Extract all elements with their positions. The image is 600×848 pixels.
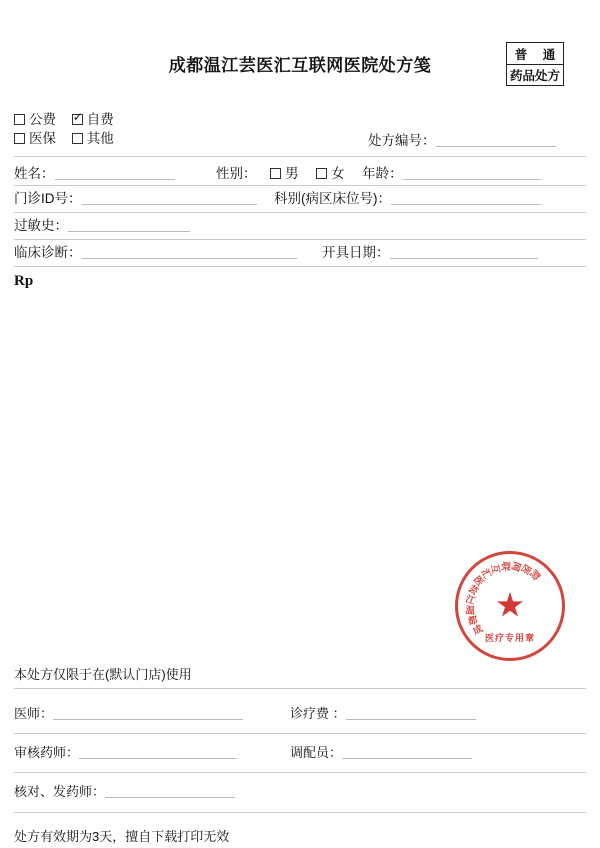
document-header — [0, 42, 600, 88]
gender-label-female: 女 — [331, 166, 345, 181]
seal-arc-text: 成 都 温 江 芸 医 汇 互 联 网 医 院 — [463, 559, 542, 638]
official-seal — [455, 551, 565, 661]
diagnosis-label: 临床诊断： — [14, 245, 82, 260]
allergy-label: 过敏史： — [14, 218, 68, 233]
divider-7 — [14, 772, 586, 773]
page-title: 成都温江芸医汇互联网医院处方笺 — [168, 56, 432, 75]
prescription-type-line1: 普 通 — [514, 48, 562, 62]
signature-dispenser — [290, 744, 472, 762]
allergy-input[interactable] — [68, 218, 190, 232]
outpatient-id-label: 门诊ID号： — [14, 191, 82, 206]
checkbox-male[interactable] — [270, 168, 281, 179]
divider-6 — [14, 733, 586, 734]
seal-star-icon: ★ — [494, 586, 526, 625]
signature-fee — [290, 705, 476, 723]
department-input[interactable] — [391, 191, 541, 205]
gender-label: 性别： — [216, 166, 257, 181]
divider-2 — [14, 212, 586, 213]
payment-type-group — [14, 110, 214, 148]
gender-option-female[interactable] — [316, 166, 345, 181]
gender-option-male[interactable] — [270, 166, 299, 181]
review-pharmacist-input[interactable] — [79, 745, 237, 759]
age-input[interactable] — [403, 166, 541, 180]
divider-4 — [14, 266, 586, 267]
payment-label-public: 公费 — [29, 112, 56, 127]
fee-label: 诊疗费 ： — [290, 706, 346, 721]
checkbox-other[interactable] — [72, 133, 83, 144]
rp-label: Rp — [14, 273, 34, 289]
signature-checker-dispenser — [14, 783, 235, 801]
payment-option-other[interactable] — [72, 131, 114, 146]
issue-date-input[interactable] — [390, 245, 538, 259]
row-allergy — [14, 217, 190, 235]
payment-option-self[interactable] — [72, 112, 114, 127]
prescription-type-divider — [507, 64, 563, 65]
doctor-input[interactable] — [53, 706, 243, 720]
seal-bottom-label: 医疗专用章 — [484, 633, 535, 643]
checker-dispenser-input[interactable] — [105, 784, 235, 798]
prescription-number-label: 处方编号： — [368, 133, 436, 148]
age-label: 年龄： — [362, 166, 403, 181]
checkbox-insurance[interactable] — [14, 133, 25, 144]
prescription-number-field — [368, 129, 556, 149]
outpatient-id-input[interactable] — [82, 191, 257, 205]
payment-row-2 — [14, 129, 214, 148]
divider-8 — [14, 812, 586, 813]
doctor-label: 医师： — [14, 706, 54, 721]
checker-dispenser-label: 核对、发药师： — [14, 784, 106, 799]
review-pharmacist-label: 审核药师： — [14, 745, 80, 760]
prescription-number-input[interactable] — [436, 132, 556, 147]
payment-row-1 — [14, 110, 214, 129]
signature-pharmacist-review — [14, 744, 237, 762]
gender-label-male: 男 — [285, 166, 299, 181]
row-diagnosis-date — [14, 244, 538, 262]
row-id-department — [14, 190, 541, 208]
seal-bottom-text — [455, 551, 565, 661]
usage-note: 本处方仅限于在(默认门店)使用 — [14, 667, 192, 682]
payment-option-public[interactable] — [14, 112, 56, 127]
payment-label-other: 其他 — [86, 131, 114, 146]
signature-doctor — [14, 705, 243, 723]
dispenser-input[interactable] — [342, 745, 472, 759]
fee-input[interactable] — [346, 706, 476, 720]
payment-label-insurance: 医保 — [29, 131, 56, 146]
divider-top — [14, 156, 586, 157]
payment-option-insurance[interactable] — [14, 131, 56, 146]
name-label: 姓名： — [14, 166, 55, 181]
dispenser-label: 调配员： — [290, 745, 343, 760]
payment-label-self: 自费 — [86, 112, 114, 127]
checkbox-female[interactable] — [316, 168, 327, 179]
checkbox-self[interactable] — [72, 114, 83, 125]
diagnosis-input[interactable] — [82, 245, 297, 259]
divider-5 — [14, 688, 586, 689]
divider-3 — [14, 239, 586, 240]
prescription-type-line2: 药品处方 — [509, 69, 560, 83]
name-input[interactable] — [55, 166, 175, 180]
checkbox-public[interactable] — [14, 114, 25, 125]
issue-date-label: 开具日期： — [322, 245, 390, 260]
prescription-type-box — [506, 42, 564, 86]
row-name-gender-age — [14, 165, 541, 183]
validity-note: 处方有效期为3天，擅自下载打印无效 — [14, 829, 230, 844]
department-label: 科别(病区床位号)： — [274, 191, 392, 206]
divider-1 — [14, 185, 586, 186]
